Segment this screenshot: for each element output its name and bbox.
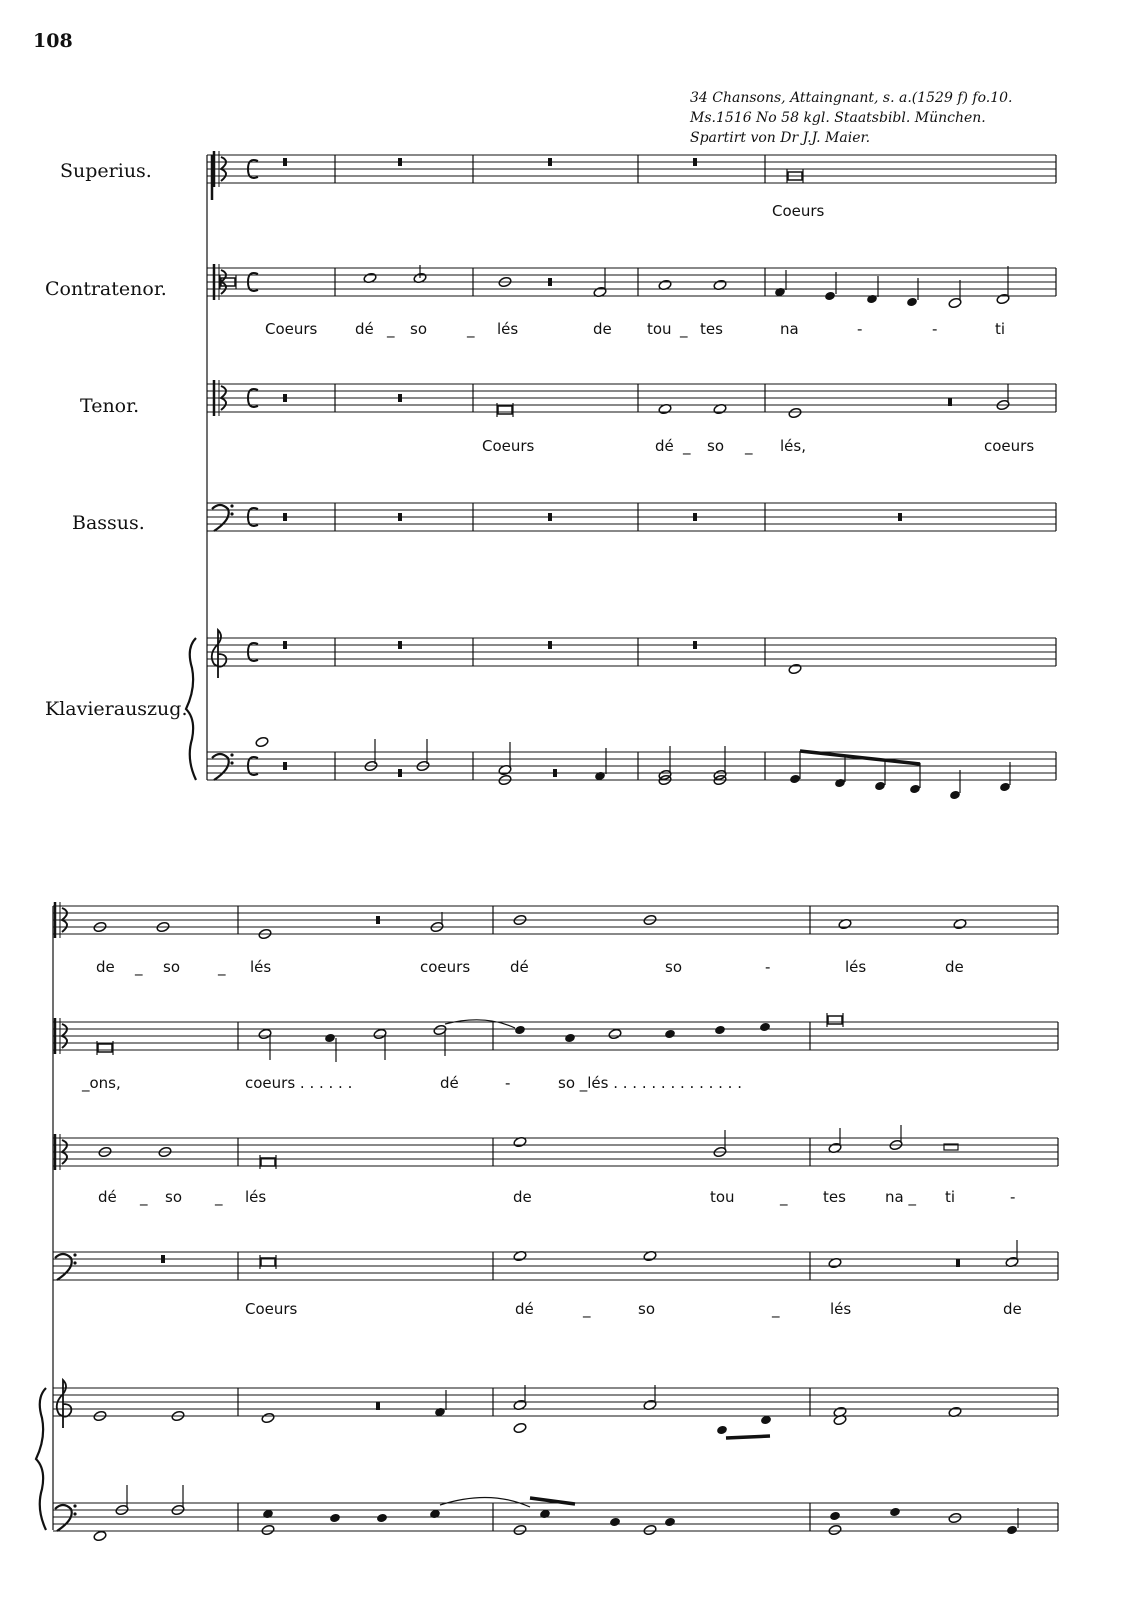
lyric: lés <box>830 1300 852 1318</box>
note-head <box>513 1524 527 1536</box>
note-head <box>948 1512 962 1524</box>
f-clef-dot <box>230 753 233 756</box>
lyric: dé <box>440 1074 459 1092</box>
note-head <box>608 1028 622 1040</box>
lyric: _ <box>745 437 753 455</box>
lyric: so _lés . . . . . . . . . . . . . . <box>558 1074 742 1092</box>
lyric: - <box>1010 1188 1016 1206</box>
note-head <box>999 782 1011 793</box>
tie <box>445 1020 515 1028</box>
lyric: _ <box>780 1188 788 1206</box>
lyric: coeurs <box>420 958 471 976</box>
lyric: lés, <box>780 437 806 455</box>
note-head <box>329 1513 341 1524</box>
rest <box>956 1259 960 1267</box>
rest <box>283 641 287 649</box>
rest <box>548 641 552 649</box>
note-head <box>788 663 802 675</box>
rest <box>398 641 402 649</box>
note-head <box>874 781 886 792</box>
piano-brace <box>186 638 196 780</box>
lyric: - <box>932 320 938 338</box>
lyric: tou <box>647 320 672 338</box>
source-line-1: 34 Chansons, Attaingnant, s. a.(1529 f) fo.10. <box>690 90 1013 106</box>
rest <box>376 916 380 924</box>
lyric: lés <box>245 1188 267 1206</box>
source-line-3: Spartirt von Dr J.J. Maier. <box>690 130 871 146</box>
lyric: Coeurs <box>482 437 535 455</box>
lyric: _ <box>467 320 475 338</box>
lyric: Coeurs <box>245 1300 298 1318</box>
note-head <box>564 1033 576 1044</box>
rest <box>376 1402 380 1410</box>
f-clef-dot <box>73 1253 76 1256</box>
f-clef-dot <box>73 1512 76 1515</box>
lyric: _ <box>683 437 691 455</box>
note-head <box>909 784 921 795</box>
rest <box>283 158 287 166</box>
note-head <box>889 1507 901 1518</box>
lyric: _ <box>218 958 226 976</box>
lyric: ti <box>945 1188 956 1206</box>
f-clef <box>212 505 229 531</box>
lyric: coeurs . . . . . . <box>245 1074 353 1092</box>
rest <box>161 1255 165 1263</box>
rest <box>548 278 552 286</box>
note-head <box>834 778 846 789</box>
rest <box>283 513 287 521</box>
part-label-superius: Superius. <box>60 160 152 182</box>
note-head <box>261 1412 275 1424</box>
lyric: coeurs <box>984 437 1035 455</box>
note-head <box>716 1425 728 1436</box>
lyric: _ <box>215 1188 223 1206</box>
lyric: _ <box>387 320 395 338</box>
g-clef <box>57 1380 72 1428</box>
note-head <box>788 407 802 419</box>
lyric: de <box>593 320 612 338</box>
rest <box>548 158 552 166</box>
note-head <box>324 1033 336 1044</box>
lyric: so <box>410 320 427 338</box>
f-clef <box>212 754 229 780</box>
lyric: de <box>945 958 964 976</box>
rest <box>693 158 697 166</box>
lyric: lés <box>250 958 272 976</box>
note-head <box>1006 1525 1018 1536</box>
note-head <box>93 1530 107 1542</box>
lyric: _ <box>135 958 143 976</box>
lyric: Coeurs <box>265 320 318 338</box>
lyric: dé <box>515 1300 534 1318</box>
lyric: dé <box>655 437 674 455</box>
rest <box>398 158 402 166</box>
lyric: lés <box>845 958 867 976</box>
piano-brace <box>36 1388 46 1530</box>
note-head <box>949 790 961 801</box>
breve-note <box>498 406 512 414</box>
lyric: _ <box>583 1300 591 1318</box>
rest <box>948 398 952 406</box>
rest <box>693 641 697 649</box>
rest <box>398 513 402 521</box>
lyric: de <box>1003 1300 1022 1318</box>
breve-note <box>828 1016 842 1024</box>
lyric: dé <box>510 958 529 976</box>
breve-note <box>98 1044 112 1052</box>
note-head <box>828 1524 842 1536</box>
lyric: dé <box>355 320 374 338</box>
lyric: so <box>163 958 180 976</box>
rest <box>693 513 697 521</box>
f-clef-dot <box>73 1504 76 1507</box>
note-head <box>261 1524 275 1536</box>
note-head <box>664 1029 676 1040</box>
lyric: de <box>96 958 115 976</box>
note-head <box>643 1524 657 1536</box>
lyric: so <box>707 437 724 455</box>
rest <box>398 394 402 402</box>
lyric: ti <box>995 320 1006 338</box>
note-head <box>513 1422 527 1434</box>
lyric: na _ <box>885 1188 916 1206</box>
page-number: 108 <box>33 30 73 52</box>
lyric: so <box>665 958 682 976</box>
lyric: tes <box>823 1188 846 1206</box>
beam <box>800 751 920 764</box>
note-head <box>906 297 918 308</box>
rest <box>398 769 402 777</box>
f-clef-dot <box>73 1261 76 1264</box>
lyric: lés <box>497 320 519 338</box>
rest <box>553 769 557 777</box>
f-clef-dot <box>230 504 233 507</box>
part-label-bassus: Bassus. <box>72 512 145 534</box>
note-head <box>824 291 836 302</box>
f-clef <box>55 1254 72 1280</box>
rest <box>898 513 902 521</box>
rest <box>283 394 287 402</box>
lyric: Coeurs <box>772 202 825 220</box>
note-head <box>714 1025 726 1036</box>
lyric: - <box>765 958 771 976</box>
lyric: tou <box>710 1188 735 1206</box>
lyric: na <box>780 320 799 338</box>
lyric: so <box>165 1188 182 1206</box>
source-line-2: Ms.1516 No 58 kgl. Staatsbibl. München. <box>690 110 986 126</box>
part-label-tenor: Tenor. <box>80 395 140 417</box>
g-clef <box>212 630 227 678</box>
lyric: de <box>513 1188 532 1206</box>
lyric: so <box>638 1300 655 1318</box>
rest <box>283 762 287 770</box>
lyric: tes <box>700 320 723 338</box>
note-head <box>866 294 878 305</box>
tie <box>440 1497 530 1507</box>
note-head <box>664 1517 676 1528</box>
note-head <box>514 1025 526 1036</box>
lyric: _ <box>772 1300 780 1318</box>
lyric: - <box>505 1074 511 1092</box>
part-label-piano: Klavierauszug. <box>45 698 188 720</box>
note-head <box>829 1511 841 1522</box>
note-head <box>609 1517 621 1528</box>
note-head <box>789 774 801 785</box>
lyric: _ <box>140 1188 148 1206</box>
f-clef-dot <box>230 761 233 764</box>
note-head <box>759 1022 771 1033</box>
beam <box>726 1436 770 1438</box>
note-head <box>255 736 269 748</box>
f-clef-dot <box>230 512 233 515</box>
lyric: _ons, <box>82 1074 121 1092</box>
lyric: - <box>857 320 863 338</box>
part-label-contratenor: Contratenor. <box>45 278 167 300</box>
note-head <box>376 1513 388 1524</box>
rest <box>548 513 552 521</box>
f-clef <box>55 1505 72 1531</box>
lyric: _ <box>680 320 688 338</box>
lyric: dé <box>98 1188 117 1206</box>
